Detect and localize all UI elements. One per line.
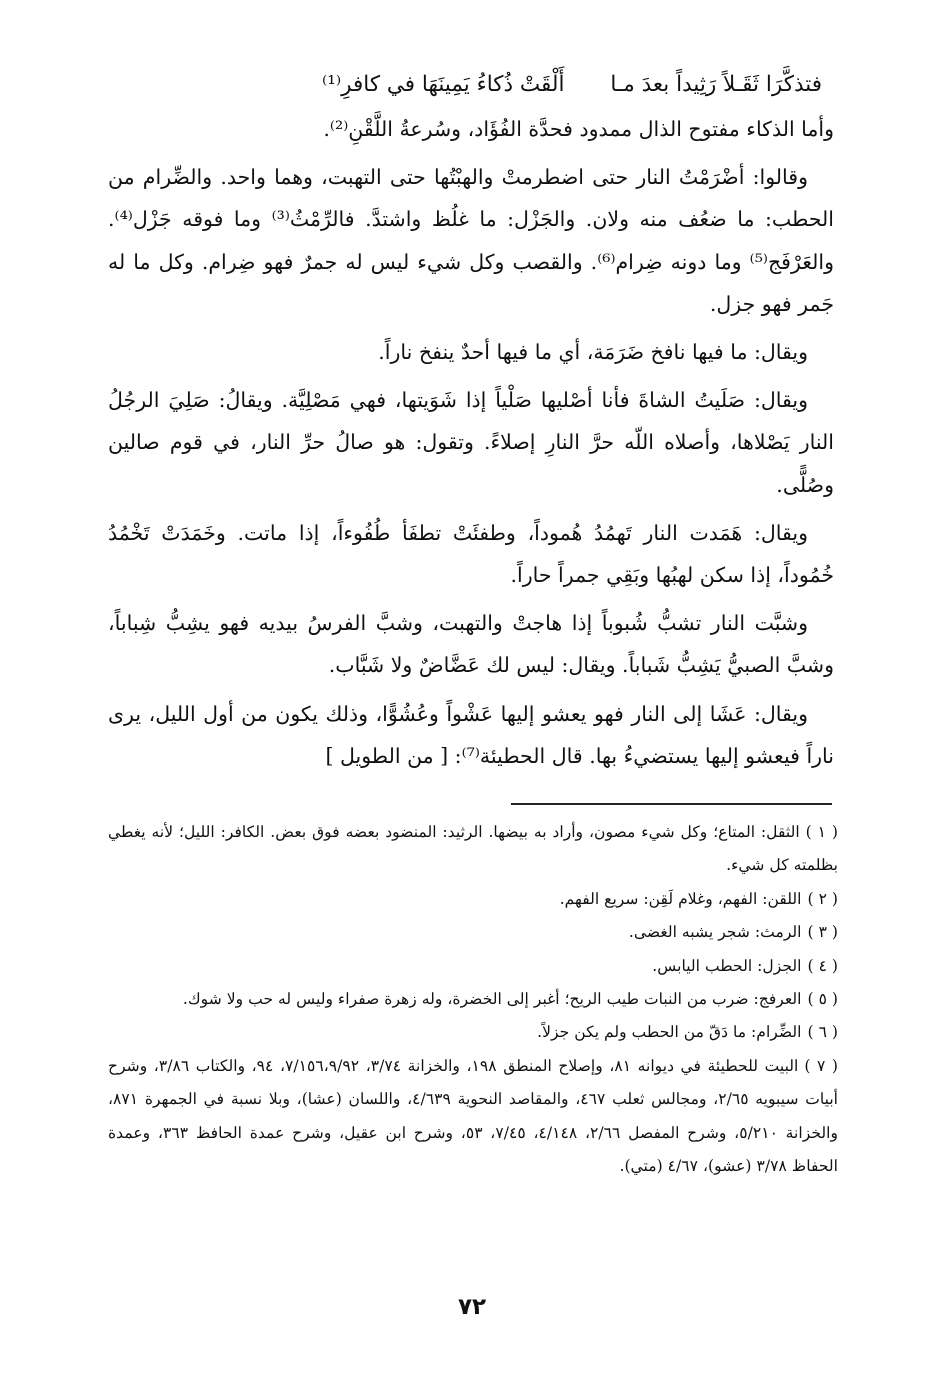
verse-hemistich-right: فتذكَّرَا ثَقَـلاً رَثِيداً بعدَ مـا — [610, 72, 822, 97]
footnote — [108, 1050, 838, 1184]
main-text — [108, 62, 834, 783]
footnote — [108, 950, 838, 983]
footnote — [108, 916, 838, 949]
verse-line — [108, 62, 834, 108]
footnote-text: الثقل: المتاع؛ وكل شيء مصون، وأراد به بيضها. الرثيد: المنضود بعضه فوق بعض. الكافر: الليل؛ لأنه يغطي بظلمته كل شيء. — [108, 823, 838, 875]
footnote-text: الرمث: شجر يشبه الغضى. — [628, 923, 802, 942]
paragraph: وقالوا: أضْرَمْتُ النار حتى اضطرمتْ والهبْتُها حتى التهبت، وهما واحد. والضِّرام من الحطب: ما ضعُف منه ولان. والجَزْل: ما غلُظ واشتدَّ. فالرِّمْثُ⁽³⁾ وما فوقه جَزْل⁽⁴⁾. والعَرْفَج⁽⁵⁾ وما دونه ضِرام⁽⁶⁾. والقصب وكل شيء ليس له جمرٌ فهو ضِرام. وكل ما له جَمر فهو جزل. — [108, 165, 835, 316]
paragraph: ويقال: صَلَيتُ الشاةَ فأنا أصْليها صَلْياً إذا شَوَيتها، فهي مَصْلِيَّة. ويقالُ: صَلِيَ الرجُلُ النار يَصْلاها، وأصلاه اللّه حرَّ النارِ إصلاءً. وتقول: هو صالُ حرِّ النار، في قوم صالين وصُلًّى. — [108, 388, 834, 497]
paragraph: وأما الذكاء مفتوح الذال ممدود فحدَّة الفُؤَاد، وسُرعةُ اللَّقْنِ⁽²⁾. — [323, 117, 834, 141]
footnote-text: الجزل: الحطب اليابس. — [652, 956, 802, 975]
footnote-number: ( ٥ ) — [807, 990, 838, 1009]
footnote — [108, 883, 838, 916]
footnote-text: اللقن: الفهم، وغلام لَقِن: سريع الفهم. — [559, 889, 802, 908]
paragraph: وشبَّت النار تشبُّ شُبوباً إذا هاجتْ والتهبت، وشبَّ الفرسُ بيديه فهو يشِبُّ شِباباً، وشبَّ الصبيُّ يَشِبُّ شَباباً. ويقال: ليس لك عَضَّاضٌ ولا شَبَّاب. — [108, 611, 834, 678]
footnote-text: العرفج: ضرب من النبات طيب الريح؛ أغبر إلى الخضرة، وله زهرة صفراء وليس له حب ولا شوك. — [182, 990, 802, 1009]
footnote — [108, 983, 838, 1016]
paragraph: ويقال: هَمَدت النار تَهمُدُ هُموداً، وطفئَتْ تطفَأ طُفُوءاً، إذا ماتت. وخَمَدَتْ تَخْمُدُ خُمُوداً، إذا سكن لهبُها وبَقِي جمراً حاراً. — [108, 520, 834, 588]
paragraph: ويقال: عَشَا إلى النار فهو يعشو إليها عَشْواً وعُشُوًّا، وذلك يكون من أول الليل، يرى ناراً فيعشو إليها يستضيءُ بها. قال الحطيئة⁽⁷⁾: [ من الطويل ] — [108, 701, 834, 768]
footnote-text: البيت للحطيئة في ديوانه ٨١، وإصلاح المنطق ١٩٨، والخزانة ٣/٧٤، ٧/١٥٦،٩/٩٢، ٩٤، والكتاب ٣/٨٦، وشرح أبيات سيبويه ٢/٦٥، ومجالس ثعلب ٤٦٧، والمقاصد النحوية ٤/٦٣٩، واللسان (عشا)، وبلا نسبة في الجمهرة ٨٧١، والخزانة ٥/٢١٠، وشرح المفصل ٢/٦٦، ٤/١٤٨، ٧/٤٥، ٥٣، وشرح ابن عقيل، وشرح عمدة الحافظ ٣٦٣، وعمدة الحفاظ ٣/٧٨ (عشو)، ٤/٦٧ (متي). — [108, 1056, 839, 1176]
footnote-divider — [511, 803, 832, 805]
footnote-number: ( ٢ ) — [807, 889, 838, 908]
footnote — [108, 1016, 838, 1049]
footnote-number: ( ٤ ) — [807, 956, 838, 975]
verse-hemistich-left: أَلْقَتْ ذُكاءُ يَمِينَهَا في كافرِ⁽¹⁾ — [321, 72, 565, 97]
footnotes — [108, 816, 838, 1183]
footnote-number: ( ٦ ) — [807, 1023, 838, 1042]
footnote-text: الضِّرام: ما دَقّ من الحطب ولم يكن جزلاً. — [537, 1023, 802, 1042]
footnote-number: ( ١ ) — [805, 823, 839, 841]
page-number: ٧٢ — [457, 1294, 487, 1320]
footnote-number: ( ٧ ) — [804, 1056, 838, 1075]
paragraph: ويقال: ما فيها نافخ ضَرَمَة، أي ما فيها أحدٌ ينفخ ناراً. — [378, 340, 808, 365]
footnote-number: ( ٣ ) — [807, 923, 838, 942]
footnote — [108, 816, 838, 883]
